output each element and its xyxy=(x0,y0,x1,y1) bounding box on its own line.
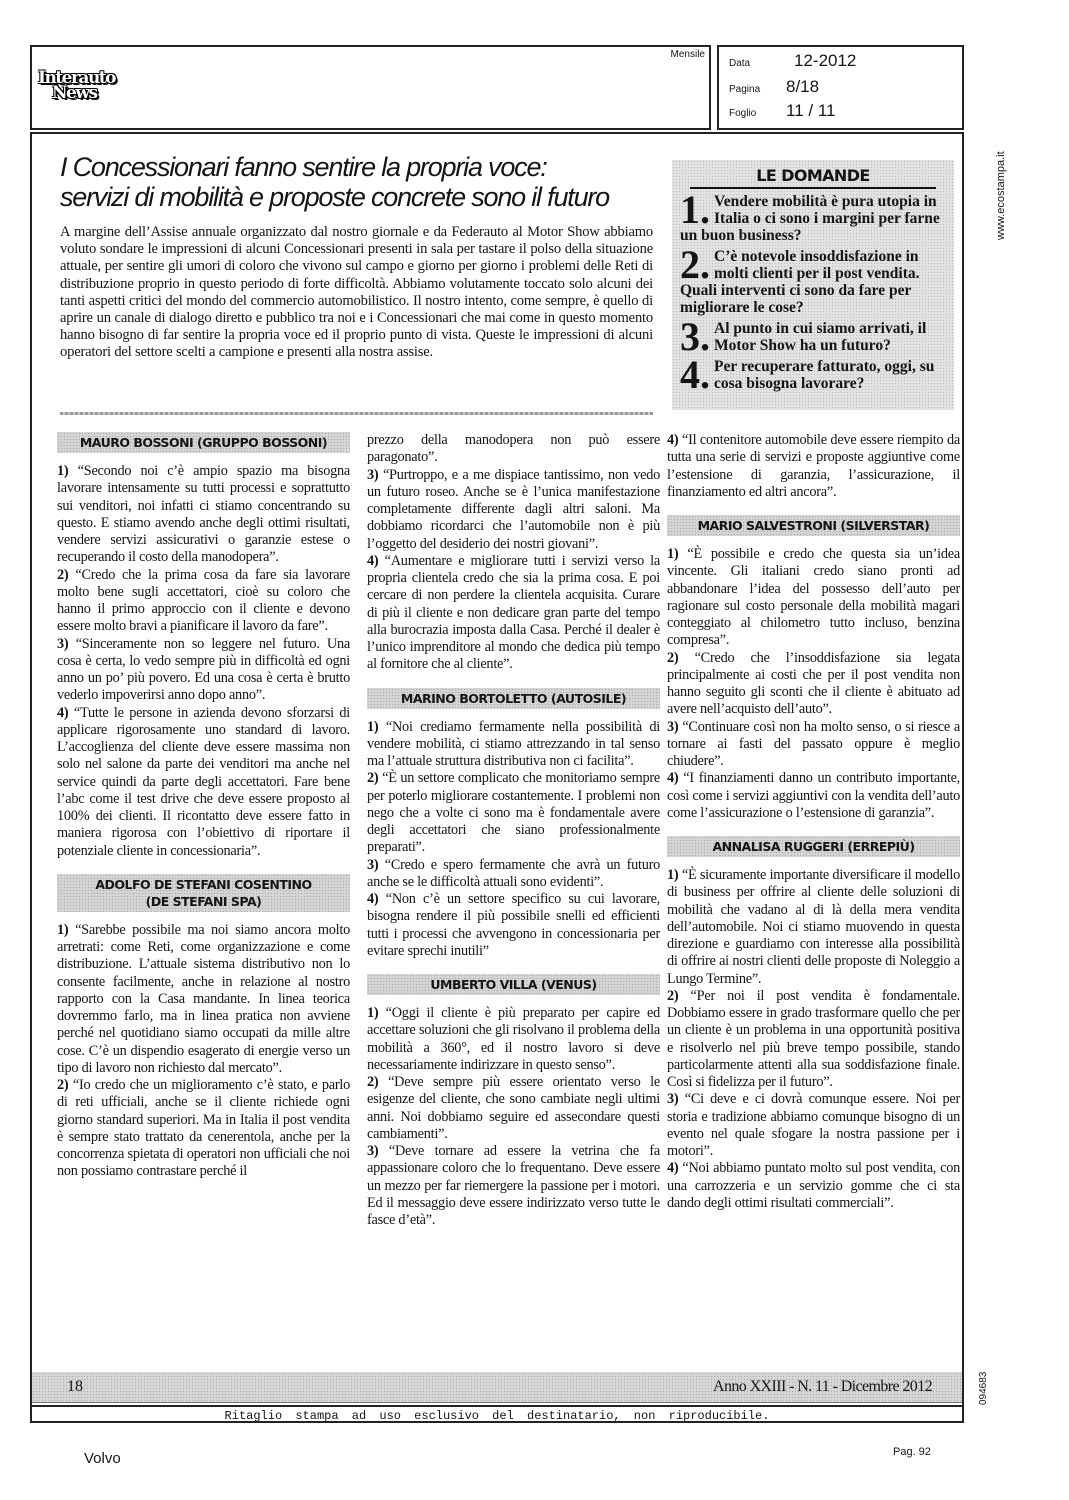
answer-number: 2) xyxy=(57,566,69,583)
answer-number: 3) xyxy=(367,856,379,873)
question-text: Al punto in cui siamo arrivati, il Motor Show ha un futuro? xyxy=(714,320,927,354)
answer-number: 1) xyxy=(367,1005,379,1021)
separator xyxy=(60,412,653,415)
answer-number: 2) xyxy=(367,770,379,787)
answer-number: 2) xyxy=(367,1074,379,1090)
answer-paragraph xyxy=(667,432,960,501)
question-item xyxy=(680,314,944,359)
answer-text: “Credo che la prima cosa da fare sia lavorare molto bene sugli accettatori, cioè su coloro che hanno il primo approccio con il cliente e devono essere molto bravi a pianificare il lavoro da fare”. xyxy=(57,566,350,635)
interviewee-name: MAURO BOSSONI (GRUPPO BOSSONI) xyxy=(79,435,328,450)
client-name: Volvo xyxy=(84,1450,121,1467)
clip-code: 094683 xyxy=(978,1371,989,1405)
answer-number: 4) xyxy=(367,891,379,907)
answer-paragraph xyxy=(57,567,350,636)
meta-foglio-row xyxy=(729,101,835,121)
answer-paragraph xyxy=(57,636,350,705)
answer-number: 2) xyxy=(57,1077,69,1093)
interviewee-name: MARINO BORTOLETTO (AUTOSILE) xyxy=(400,690,627,706)
answer-paragraph xyxy=(367,1074,660,1143)
answer-paragraph xyxy=(57,1077,350,1181)
answer-number: 2) xyxy=(667,987,679,1004)
answer-text: “Ci deve e ci dovrà comunque essere. Noi per storia e tradizione abbiamo comunque bisogno di un evento nel quale sfogare la nostra passione per i motori”. xyxy=(667,1091,961,1159)
answer-text: “Continuare così non ha molto senso, o si riesce a tornare ai fasti del passato oppure è meglio chiudere”. xyxy=(667,718,960,769)
answer-paragraph xyxy=(367,857,660,892)
page-number: 18 xyxy=(67,1378,83,1395)
answer-text: “È sicuramente importante diversificare il modello di business per offrire al cliente delle soluzioni di mobilità che vadano al di là della mera vendita dell’automobile. Noi ci stiamo muovendo in questa direzione e guardiamo con interesse alla possibilità di offrire ai nostri clienti delle proposte di Noleggio a Lungo Termine”. xyxy=(667,867,960,987)
header-meta xyxy=(717,45,964,130)
answer-text: “Oggi il cliente è più preparato per capire ed accettare soluzioni che gli risolvano il problema della mobilità a 360°, ed il nostro lavoro si deve necessariamente indirizzare in questo senso”. xyxy=(367,1005,660,1073)
reproduction-notice: Ritaglio stampa ad uso esclusivo del destinatario, non riproducibile. xyxy=(32,1405,962,1423)
answer-text: “Aumentare e migliorare tutti i servizi verso la propria clientela credo che sia la prima cosa. E poi cercare di non perdere la clientela acquisita. Curare di più il cliente e non dedicare gran parte del tempo alla burocrazia imposta dalla Casa. Perché il dealer è l’unico imprenditore al mondo che dedica più tempo al fornitore che al cliente”. xyxy=(367,552,660,673)
header-masthead xyxy=(30,45,711,130)
answer-text: “Noi crediamo fermamente nella possibilità di vendere mobilità, ci stiamo attrezzando in tal senso ma l’attuale struttura distributiva non ci facilita”. xyxy=(367,718,660,769)
foglio-label: Foglio xyxy=(729,108,757,119)
interviewee-header xyxy=(57,874,350,912)
title-line-2: servizi di mobilità e proposte concrete sono il futuro xyxy=(60,182,610,212)
question-number: 4. xyxy=(680,352,710,397)
answer-paragraph xyxy=(667,719,960,771)
questions-title: LE DOMANDE xyxy=(690,166,936,189)
answer-paragraph xyxy=(367,432,660,467)
question-text: C’è notevole insoddisfazione in molti clienti per il post vendita. Quali interventi ci sono da fare per migliorare le cose? xyxy=(680,248,920,316)
answer-paragraph xyxy=(367,553,660,674)
article-title xyxy=(60,152,660,212)
answer-number: 4) xyxy=(367,552,379,569)
answer-number: 1) xyxy=(367,718,379,735)
article-frame xyxy=(30,132,964,1423)
answer-number: 1) xyxy=(57,463,69,479)
question-number: 3. xyxy=(680,314,710,359)
answer-number: 1) xyxy=(667,867,679,883)
answer-number: 1) xyxy=(667,546,679,562)
pagina-label: Pagina xyxy=(729,84,761,95)
interviewee-name: UMBERTO VILLA (VENUS) xyxy=(430,977,597,992)
interviewee-header xyxy=(667,515,960,536)
answer-number: 3) xyxy=(667,1091,679,1108)
question-number: 1. xyxy=(680,187,710,232)
interviewee-header xyxy=(57,432,350,453)
answer-number: 4) xyxy=(667,432,679,448)
interviewee-header xyxy=(367,974,660,995)
answer-paragraph xyxy=(57,922,350,1077)
answer-text: “Secondo noi c’è ampio spazio ma bisogna lavorare intensamente su tutti processi e soprattutto sui venditori, noi infatti ci stiamo concentrando su questo. E stiamo avendo anche degli ottimi risultati, vendere servizi assicurativi o garanzie estese o recuperando il costo della manodopera”. xyxy=(57,463,351,566)
data-label: Data xyxy=(729,58,751,69)
answer-text: “Deve tornare ad essere la vetrina che fa appassionare coloro che lo frequentano. Deve essere un mezzo per far riemergere la passione per i motori. Ed il messaggio deve essere indirizzato verso tutte le fasce d’età”. xyxy=(367,1143,661,1228)
meta-pagina-row xyxy=(729,77,819,97)
interviewee-name: ADOLFO DE STEFANI COSENTINO xyxy=(95,876,312,892)
interviewee-company: (DE STEFANI SPA) xyxy=(145,893,262,909)
answer-number: 3) xyxy=(367,1143,379,1159)
question-number: 2. xyxy=(680,242,710,287)
questions-box xyxy=(672,160,954,410)
answer-number: 4) xyxy=(667,1160,679,1177)
page-footer-band xyxy=(32,1372,962,1403)
answer-text: “Credo e spero fermamente che avrà un futuro anche se le difficoltà attuali sono evidenti”. xyxy=(367,856,661,890)
answer-paragraph xyxy=(367,1143,660,1229)
pagina-value: 8/18 xyxy=(786,77,820,96)
answer-text: “Sarebbe possibile ma noi siamo ancora molto arretrati: come Reti, come organizzazione e come distribuzione. L’attuale sistema distributivo non lo consente facilmente, anche in relazione al nostro rapporto con la Casa mandante. In linea teorica dovremmo farlo, ma in linea pratica non avviene perché nel quotidiano siamo occupati da mille altre cose. C’è un dispendio esagerato di energie verso un tipo di lavoro non richiesto dal mercato”. xyxy=(57,921,351,1076)
answer-text: “Tutte le persone in azienda devono sforzarsi di applicare rigorosamente uno standard di lavoro. L’accoglienza del cliente deve essere massima non solo nel salone da parte dei venditori ma anche nel service quindi da parte degli accettatori. Fare bene l’abc come il test drive che deve essere proposto al 100% dei clienti. Il ricontatto deve essere fatto in maniera rigorosa con l’obiettivo di riportare il potenziale cliente in concessionaria”. xyxy=(57,704,350,859)
answer-text: “Sinceramente non so leggere nel futuro. Una cosa è certa, lo vedo sempre più in difficoltà ed ogni anno un po’ più povero. Ed una cosa è certa è brutto vederlo impoverirsi anno dopo anno”. xyxy=(57,635,350,704)
interviewee-name: MARIO SALVESTRONI (SILVERSTAR) xyxy=(697,518,930,533)
publication-logo: Interauto News xyxy=(38,68,116,103)
interviewee-header xyxy=(367,688,660,709)
answer-number: 3) xyxy=(57,635,69,652)
answer-paragraph xyxy=(667,650,960,719)
answer-number: 4) xyxy=(57,704,69,721)
answer-text: “È possibile e credo che questa sia un’idea vincente. Gli italiani credo siano pronti ad abbandonare l’idea del possesso dell’auto per ragionare sul costo personale della mobilità magari conteggiato al chilometro tutto incluso, benzina compresa”. xyxy=(667,546,960,649)
answer-text: “Non c’è un settore specifico su cui lavorare, bisogna rendere il più possibile snelli ed efficienti tutti i processi che avvengono in concessionaria per evitare sprechi inutili” xyxy=(367,891,661,959)
answer-paragraph xyxy=(667,1091,960,1160)
answer-text: “I finanziamenti danno un contributo importante, così come i servizi aggiuntivi con la vendita dell’auto come l’assicurazione o l’estensione di garanzia”. xyxy=(667,770,960,821)
answer-text: “Credo che l’insoddisfazione sia legata principalmente ai costi che per il post vendita non hanno seguito gli sconti che il cliente è abituato ad avere nell’acquisto dell’auto”. xyxy=(667,649,961,718)
issue-info: Anno XXIII - N. 11 - Dicembre 2012 xyxy=(713,1378,932,1395)
question-text: Vendere mobilità è pura utopia in Italia o ci sono i margini per farne un buon business? xyxy=(680,193,940,244)
column-1 xyxy=(57,432,350,1181)
answer-paragraph xyxy=(57,463,350,567)
answer-number: 3) xyxy=(367,466,379,483)
answer-paragraph xyxy=(667,1160,960,1212)
answer-text: “Deve sempre più essere orientato verso le esigenze del cliente, che sono cambiate negli ultimi anni. Noi dobbiamo seguire ed assecondare questi cambiamenti”. xyxy=(367,1074,660,1142)
data-value: 12-2012 xyxy=(794,51,857,70)
title-line-1: I Concessionari fanno sentire la propria voce: xyxy=(60,152,547,182)
answer-paragraph xyxy=(367,719,660,771)
question-item xyxy=(680,187,944,244)
answer-text: prezzo della manodopera non può essere paragonato”. xyxy=(367,432,660,466)
answer-paragraph xyxy=(667,546,960,650)
answer-text: “Il contenitore automobile deve essere riempito da tutta una serie di servizi e proposte aggiuntive come l’estensione di garanzia, l’assicurazione, il finanziamento ed altri ancora”. xyxy=(667,432,960,500)
answer-paragraph xyxy=(367,770,660,856)
answer-text: “È un settore complicato che monitoriamo sempre per poterlo migliorare costantemente. I problemi non nego che a volte ci sono ma è fondamentale avere degli accettatori che siano professionalmente preparati”. xyxy=(367,770,661,856)
question-item xyxy=(680,242,944,316)
column-3 xyxy=(667,432,960,1212)
foglio-value: 11 / 11 xyxy=(786,101,836,120)
answer-paragraph xyxy=(667,770,960,822)
question-item xyxy=(680,352,944,397)
answer-paragraph xyxy=(57,705,350,860)
question-text: Per recuperare fatturato, oggi, su cosa bisogna lavorare? xyxy=(714,358,935,392)
answer-number: 2) xyxy=(667,649,679,666)
website-margin-text: www.ecostampa.it xyxy=(995,151,1007,240)
answer-paragraph xyxy=(367,891,660,960)
meta-data-row xyxy=(729,51,856,71)
answer-paragraph xyxy=(667,867,960,988)
column-2 xyxy=(367,432,660,1229)
answer-number: 4) xyxy=(667,770,679,787)
article-intro: A margine dell’Assise annuale organizzato dal nostro giornale e da Federauto al Motor Show abbiamo voluto sondare le impressioni di alcuni Concessionari presenti in sala per tastare il polso della situazione attuale, per sentire gli umori di coloro che vivono sul campo e giorno per giorno i problemi delle Reti di distribuzione proprio in questo periodo di forte difficoltà. Abbiamo volutamente toccato solo alcuni dei tanti aspetti critici del mondo del commercio automobilistico. Il nostro intento, come sempre, è quello di aprire un canale di dialogo diretto e pubblico tra noi e i Concessionari che mai come in questo momento hanno bisogno di far sentire la propria voce ed il proprio punto di vista. Queste le impressioni di alcuni operatori del settore scelti a campione e presenti alla nostra assise. xyxy=(60,224,653,361)
interviewee-header xyxy=(667,836,960,857)
answer-number: 1) xyxy=(57,921,69,938)
answer-paragraph xyxy=(667,988,960,1092)
answer-paragraph xyxy=(367,1005,660,1074)
answer-text: “Io credo che un miglioramento c’è stato, e parlo di reti ufficiali, anche se il cliente richiede ogni giorno standard superiori. Ma in Italia il post vendita è sempre stato trattato da cenerentola, anche per la concorrenza spietata di operatori non ufficiali che noi non possiamo contrastare perché il xyxy=(57,1077,350,1180)
answer-text: “Noi abbiamo puntato molto sul post vendita, con una carrozzeria e un servizio gomme che ci sta dando degli ottimi risultati commerciali”. xyxy=(667,1160,960,1211)
answer-paragraph xyxy=(367,467,660,553)
page-ref: Pag. 92 xyxy=(893,1446,931,1458)
interviewee-name: ANNALISA RUGGERI (ERREPIÙ) xyxy=(712,839,915,854)
answer-text: “Per noi il post vendita è fondamentale. Dobbiamo essere in grado trasformare quello che per un cliente è un problema in una opportunità positiva e risolverlo nel più breve tempo possibile, stando particolarmente attenti alla sua soddisfazione finale. Così si fidelizza per il futuro”. xyxy=(667,987,960,1090)
answer-number: 3) xyxy=(667,718,679,735)
answer-text: “Purtroppo, e a me dispiace tantissimo, non vedo un futuro roseo. Anche se è l’unica manifestazione completamente differente dagli altri saloni. Ma dobbiamo ricordarci che l’automobile non è più l’oggetto del desiderio dei nostri giovani”. xyxy=(367,466,660,552)
frequency-label: Mensile xyxy=(670,49,705,60)
